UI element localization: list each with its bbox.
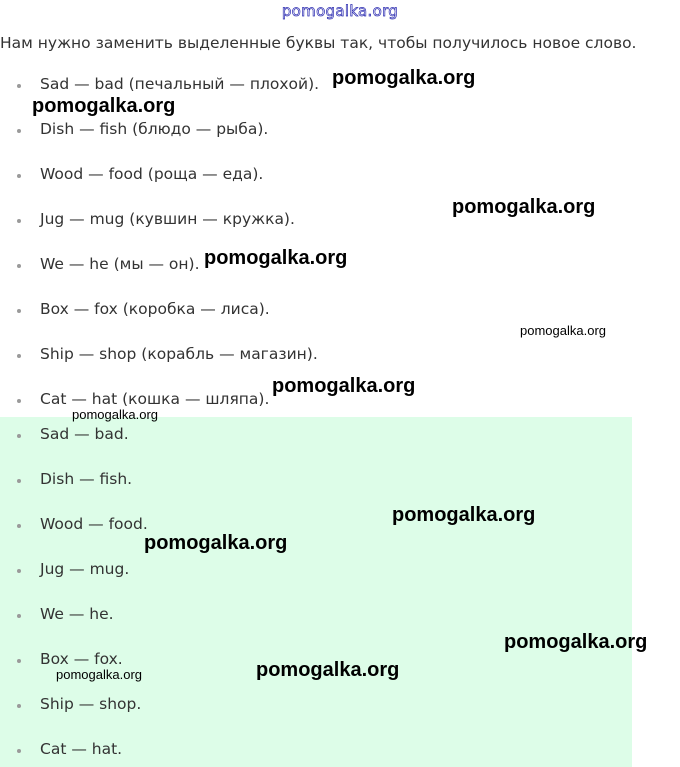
watermark: pomogalka.org xyxy=(144,532,288,554)
watermark: pomogalka.org xyxy=(204,247,348,269)
watermark: pomogalka.org xyxy=(504,631,648,653)
watermark: pomogalka.org xyxy=(72,407,158,422)
bullet-icon xyxy=(17,264,21,268)
bullet-icon xyxy=(17,614,21,618)
bullet-icon xyxy=(17,479,21,483)
watermark: pomogalka.org xyxy=(272,375,416,397)
bullet-icon xyxy=(17,569,21,573)
watermark: pomogalka.org xyxy=(332,67,476,89)
bullet-icon xyxy=(17,354,21,358)
bullet-icon xyxy=(17,399,21,403)
watermark: pomogalka.org xyxy=(452,196,596,218)
bullet-icon xyxy=(17,129,21,133)
watermark: pomogalka.org xyxy=(256,659,400,681)
bullet-icon xyxy=(17,524,21,528)
bullet-icon xyxy=(17,309,21,313)
bullet-icon xyxy=(17,704,21,708)
bullet-icon xyxy=(17,219,21,223)
site-logo: pomogalka.org xyxy=(281,2,399,20)
bullet-icon xyxy=(17,84,21,88)
watermark: pomogalka.org xyxy=(520,323,606,338)
bullet-icon xyxy=(17,174,21,178)
watermark: pomogalka.org xyxy=(392,504,536,526)
bullet-icon xyxy=(17,659,21,663)
bullet-icon xyxy=(17,434,21,438)
intro-text: Нам нужно заменить выделенные буквы так, чтобы получилось новое слово. xyxy=(0,34,637,52)
watermark: pomogalka.org xyxy=(56,667,142,682)
watermark: pomogalka.org xyxy=(32,95,176,117)
bullet-icon xyxy=(17,749,21,753)
